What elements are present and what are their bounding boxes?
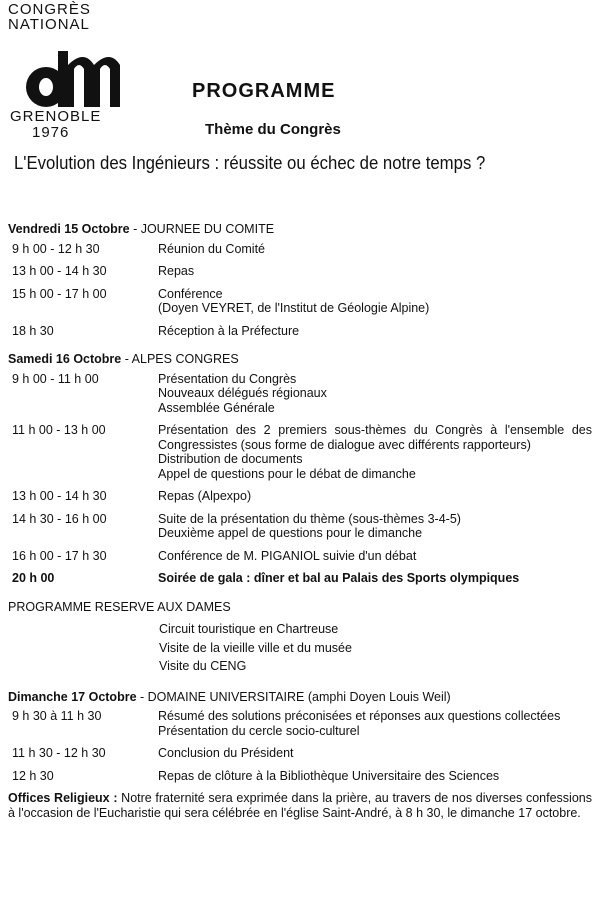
day-heading-friday (8, 222, 592, 237)
page-title: PROGRAMME (192, 80, 336, 102)
day-date: Vendredi 15 Octobre (8, 222, 130, 236)
schedule-time: 18 h 30 (12, 323, 54, 338)
schedule-row (8, 489, 592, 504)
schedule-desc: Repas de clôture à la Bibliothèque Universitaire des Sciences (158, 768, 500, 783)
logo-line-grenoble: GRENOBLE (10, 108, 102, 125)
logo-line-national: NATIONAL (8, 16, 90, 33)
am-logo-icon (24, 45, 124, 113)
schedule-time: 15 h 00 - 17 h 00 (12, 286, 107, 301)
schedule-row (8, 264, 592, 279)
schedule-time: 16 h 00 - 17 h 30 (12, 548, 107, 563)
schedule-time: 13 h 00 - 14 h 30 (12, 264, 107, 278)
day-date: Dimanche 17 Octobre (8, 689, 137, 704)
schedule-time: 13 h 00 - 14 h 30 (12, 489, 107, 503)
day-heading-sunday (8, 690, 592, 705)
programme-body (8, 222, 592, 820)
list-item: Circuit touristique en Chartreuse (159, 622, 339, 636)
theme-label: Thème du Congrès (205, 121, 341, 138)
ladies-programme-heading: PROGRAMME RESERVE AUX DAMES (8, 599, 231, 614)
schedule-desc: Présentation du cercle socio-culturel (158, 723, 360, 738)
schedule-desc: Présentation des 2 premiers sous-thèmes du Congrès à l'ensemble des Congressistes (sous forme de dialogue avec différents rapporteurs) (158, 423, 592, 452)
schedule-row (8, 372, 592, 416)
schedule-desc: Conférence de M. PIGANIOL suivie d'un débat (158, 548, 417, 563)
schedule-desc: Deuxième appel de questions pour le dimanche (158, 526, 423, 540)
list-item: Visite du CENG (159, 659, 247, 673)
religious-offices-note (8, 791, 592, 820)
schedule-desc: Nouveaux délégués régionaux (158, 386, 327, 400)
day-label: - ALPES CONGRES (124, 352, 239, 366)
schedule-time: 9 h 00 - 11 h 00 (12, 371, 99, 386)
day-label: - JOURNEE DU COMITE (133, 222, 275, 236)
logo-line-year: 1976 (32, 124, 70, 141)
schedule-time: 12 h 30 (12, 768, 54, 783)
schedule-desc: Résumé des solutions préconisées et réponses aux questions collectées (158, 709, 561, 723)
schedule-row (8, 746, 592, 761)
schedule-desc: Repas (Alpexpo) (158, 489, 252, 503)
schedule-desc: Suite de la présentation du thème (sous-thèmes 3-4-5) (158, 511, 461, 526)
schedule-row (8, 549, 592, 564)
ladies-programme-list (8, 622, 592, 674)
schedule-row (8, 512, 592, 541)
schedule-desc: Conférence (158, 286, 223, 301)
schedule-desc: Conclusion du Président (158, 746, 294, 760)
schedule-desc: (Doyen VEYRET, de l'Institut de Géologie Alpine) (158, 301, 430, 315)
congress-logo-text-top (8, 2, 91, 32)
schedule-desc: Assemblée Générale (158, 400, 275, 415)
day-heading-saturday (8, 352, 592, 367)
schedule-desc: Soirée de gala : dîner et bal au Palais des Sports olympiques (158, 571, 520, 585)
schedule-row (8, 709, 592, 738)
schedule-desc: Repas (158, 264, 195, 278)
schedule-row (8, 287, 592, 316)
schedule-row (8, 769, 592, 784)
congress-logo-text-bottom (10, 109, 101, 141)
schedule-desc: Distribution de documents (158, 452, 303, 466)
schedule-row (8, 571, 592, 586)
schedule-time: 11 h 30 - 12 h 30 (12, 746, 106, 760)
day-label: - DOMAINE UNIVERSITAIRE (amphi Doyen Louis Weil) (140, 689, 451, 704)
schedule-time: 9 h 00 - 12 h 30 (12, 241, 100, 256)
schedule-time: 14 h 30 - 16 h 00 (12, 511, 107, 526)
schedule-row (8, 242, 592, 257)
schedule-time: 11 h 00 - 13 h 00 (12, 423, 106, 437)
offices-label: Offices Religieux : (8, 791, 118, 805)
schedule-row (8, 324, 592, 339)
schedule-row (8, 423, 592, 481)
day-date: Samedi 16 Octobre (8, 352, 122, 366)
list-item: Visite de la vieille ville et du musée (159, 640, 352, 655)
schedule-desc: Réunion du Comité (158, 241, 266, 256)
schedule-desc: Réception à la Préfecture (158, 323, 300, 338)
offices-text: Notre fraternité sera exprimée dans la prière, au travers de nos diverses confessions à l'occasion de l'Eucharistie qui sera célébrée en l'église Saint-André, à 8 h 30, le dimanche 17 octobre. (8, 791, 592, 820)
schedule-time: 20 h 00 (12, 571, 55, 585)
schedule-desc: Appel de questions pour le débat de dimanche (158, 466, 416, 481)
schedule-time: 9 h 30 à 11 h 30 (12, 709, 102, 723)
theme-text: L'Evolution des Ingénieurs : réussite ou échec de notre temps ? (14, 153, 486, 173)
logo-line-congres: CONGRÈS (8, 1, 91, 18)
schedule-desc: Présentation du Congrès (158, 371, 297, 386)
